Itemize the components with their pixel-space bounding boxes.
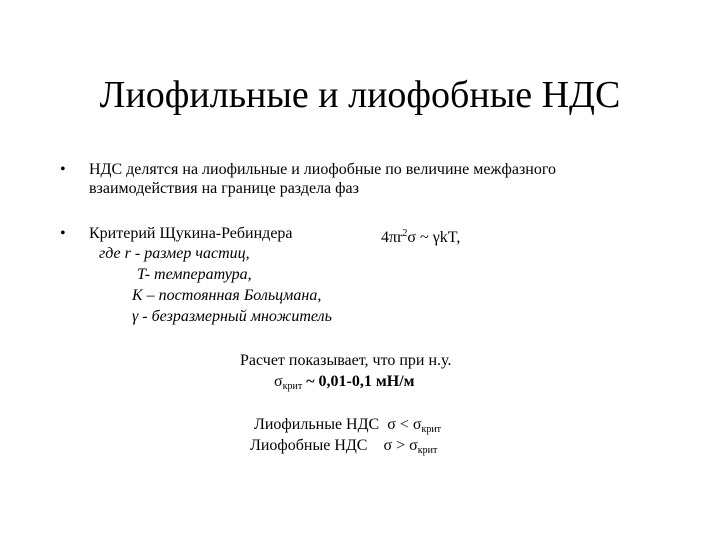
comparison-label: Лиофильные НДС bbox=[254, 416, 380, 433]
comparison-lyophobic bbox=[250, 436, 437, 460]
bullet-marker: • bbox=[60, 161, 66, 178]
comparison-relation: σ > σ bbox=[383, 437, 418, 454]
formula-exponent: 2 bbox=[402, 228, 408, 239]
formula-part-1: 4πr bbox=[381, 229, 403, 246]
comparison-subscript: крит bbox=[421, 424, 442, 435]
definition-t: T- температура, bbox=[137, 266, 252, 283]
calculation-result bbox=[274, 372, 415, 396]
definition-gamma: γ - безразмерный множитель bbox=[132, 308, 332, 325]
calculation-intro: Расчет показывает, что при н.у. bbox=[240, 352, 452, 369]
comparison-subscript: крит bbox=[417, 445, 438, 456]
criterion-label: Критерий Щукина-Ребиндера bbox=[89, 225, 293, 242]
definition-r: где r - размер частиц, bbox=[99, 245, 250, 262]
slide-title: Лиофильные и лиофобные НДС bbox=[99, 74, 621, 116]
calculation-value: ~ 0,01-0,1 мН/м bbox=[302, 373, 415, 390]
bullet-marker: • bbox=[60, 225, 66, 242]
bullet-text-line-1: НДС делятся на лиофильные и лиофобные по величине межфазного bbox=[89, 161, 556, 178]
bullet-text-line-2: взаимодействия на границе раздела фаз bbox=[89, 180, 359, 197]
comparison-label: Лиофобные НДС bbox=[250, 437, 368, 454]
criterion-formula bbox=[381, 224, 460, 247]
definition-k: K – постоянная Больцмана, bbox=[132, 287, 322, 304]
comparison-relation: σ < σ bbox=[387, 416, 422, 433]
sigma-symbol: σ bbox=[274, 373, 283, 390]
sigma-subscript: крит bbox=[282, 381, 303, 392]
formula-part-2: σ ~ γkT, bbox=[407, 229, 461, 246]
